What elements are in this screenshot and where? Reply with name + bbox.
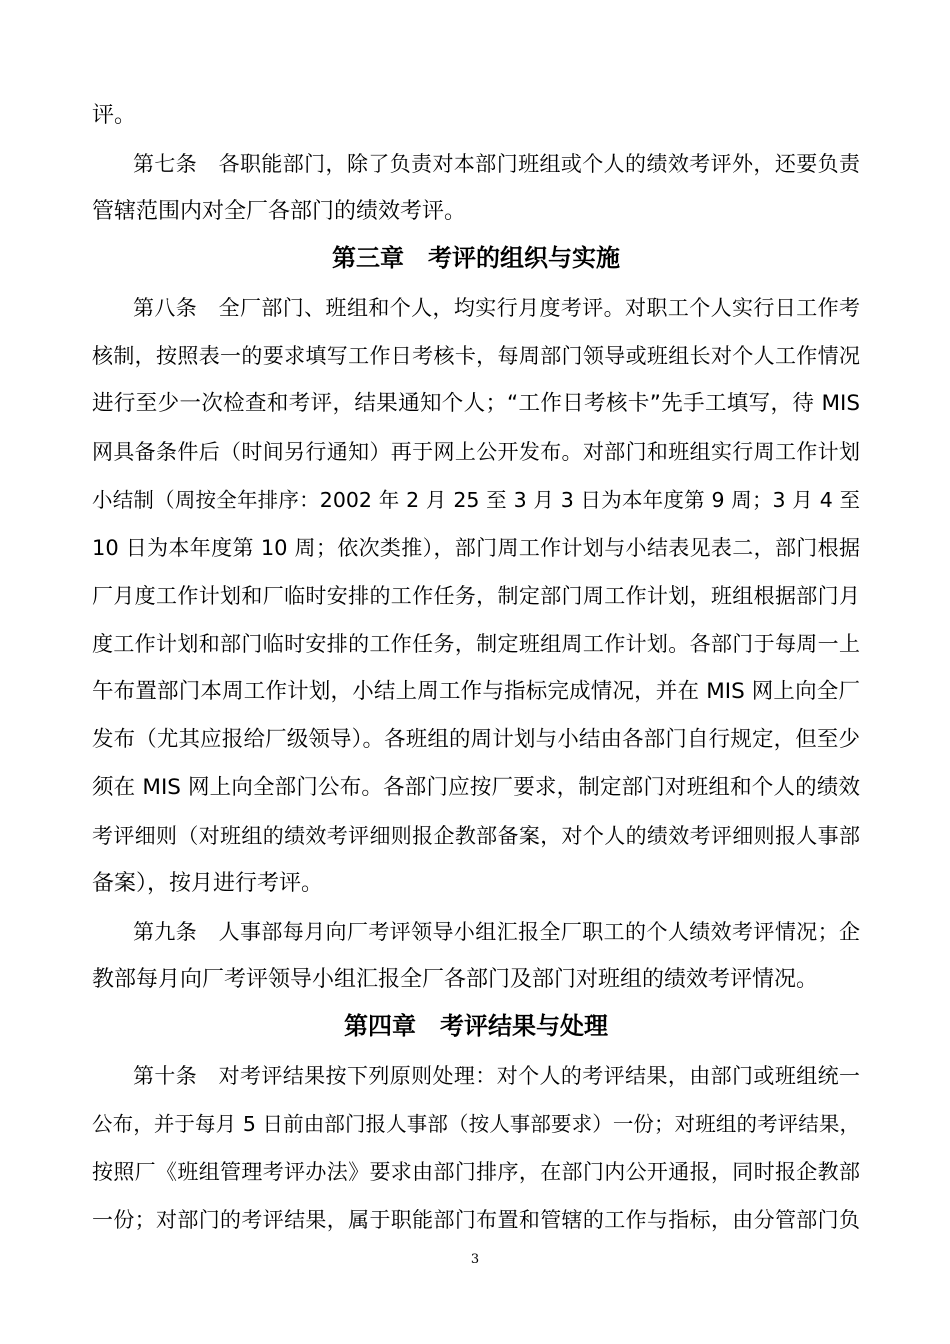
article-8-line: 网具备条件后（时间另行通知）再于网上公开发布。对部门和班组实行周工作计划	[92, 440, 860, 464]
article-8-line: 须在 MIS 网上向全部门公布。各部门应按厂要求，制定部门对班组和个人的绩效	[92, 775, 860, 800]
article-8-line: 考评细则（对班组的绩效考评细则报企教部备案，对个人的绩效考评细则报人事部	[92, 824, 860, 848]
article-10-line: 第十条 对考评结果按下列原则处理：对个人的考评结果，由部门或班组统一	[133, 1064, 860, 1088]
article-8-line: 发布（尤其应报给厂级领导）。各班组的周计划与小结由各部门自行规定，但至少	[92, 727, 860, 752]
article-8-line: 备案），按月进行考评。	[92, 871, 324, 896]
article-9-line: 第九条 人事部每月向厂考评领导小组汇报全厂职工的个人绩效考评情况；企	[133, 920, 860, 944]
article-8-line: 午布置部门本周工作计划，小结上周工作与指标完成情况，并在 MIS 网上向全厂	[92, 679, 860, 704]
article-10-line: 按照厂《班组管理考评办法》要求由部门排序，在部门内公开通报，同时报企教部	[92, 1160, 860, 1184]
article-8-line: 小结制（周按全年排序：2002 年 2 月 25 至 3 月 3 日为本年度第 9 周；3 月 4 至	[92, 488, 860, 512]
article-7-line: 管辖范围内对全厂各部门的绩效考评。	[92, 199, 467, 224]
chapter-3-heading: 第三章 考评的组织与实施	[332, 244, 620, 272]
chapter-4-heading: 第四章 考评结果与处理	[344, 1012, 608, 1040]
article-7-line: 第七条 各职能部门，除了负责对本部门班组或个人的绩效考评外，还要负责	[133, 152, 860, 176]
paragraph-line: 评。	[92, 103, 137, 128]
article-8-line: 度工作计划和部门临时安排的工作任务，制定班组周工作计划。各部门于每周一上	[92, 632, 860, 656]
article-8-line: 进行至少一次检查和考评，结果通知个人；“工作日考核卡”先手工填写，待 MIS	[92, 391, 860, 416]
article-8-line: 第八条 全厂部门、班组和个人，均实行月度考评。对职工个人实行日工作考	[133, 296, 860, 320]
article-8-line: 厂月度工作计划和厂临时安排的工作任务，制定部门周工作计划，班组根据部门月	[92, 584, 860, 608]
article-9-line: 教部每月向厂考评领导小组汇报全厂各部门及部门对班组的绩效考评情况。	[92, 967, 819, 992]
page-number: 3	[470, 1252, 480, 1267]
article-8-line: 核制，按照表一的要求填写工作日考核卡，每周部门领导或班组长对个人工作情况	[92, 344, 860, 368]
article-10-line: 一份；对部门的考评结果，属于职能部门布置和管辖的工作与指标，由分管部门负	[92, 1208, 860, 1232]
article-8-line: 10 日为本年度第 10 周；依次类推），部门周工作计划与小结表见表二，部门根据	[92, 536, 860, 560]
article-10-line: 公布，并于每月 5 日前由部门报人事部（按人事部要求）一份；对班组的考评结果，	[92, 1112, 860, 1136]
